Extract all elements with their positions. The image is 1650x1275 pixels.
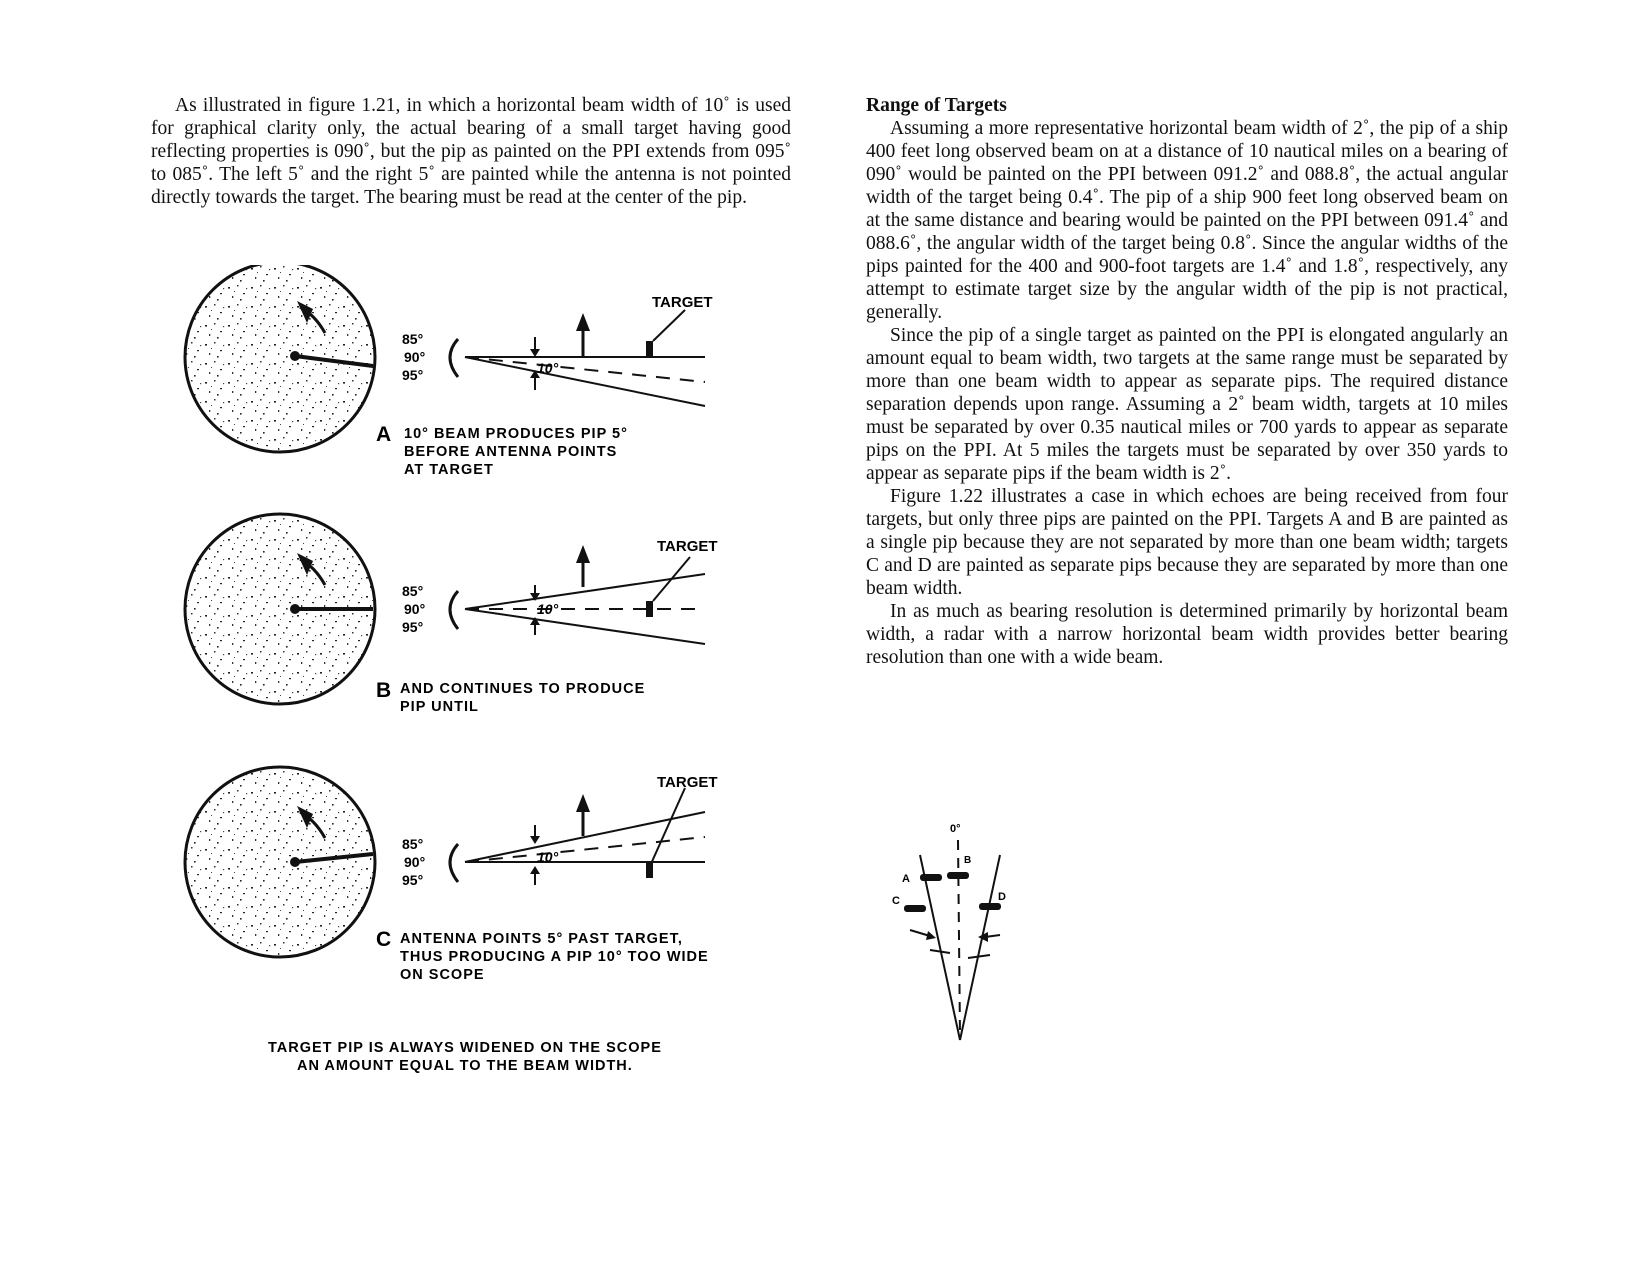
actual-disposition-diagram [892, 823, 1006, 1040]
panel-c [185, 767, 718, 983]
scale-95: 95° [402, 619, 424, 635]
body-paragraph: Assuming a more representative horizontal beam width of 2˚, the pip of a ship 400 feet long observed beam on at a distance of 10 nautical miles on a bearing of 090˚ would be painted on the PPI between 091.2˚ and 088.8˚, the actual angular width of the target being 0.4˚. The pip of a ship 900 feet long observed beam on at the same distance and bearing would be painted on the PPI between 091.4˚ and 088.6˚, the angular width of the target being 0.8˚. Since the angular widths of the pips painted for the 400 and 900-foot targets are 1.4˚ and 1.8˚, respectively, any attempt to estimate target size by the angular width of the pip is not practical, generally. [866, 118, 1508, 323]
scale-85: 85° [402, 836, 424, 852]
target-b-pip [947, 872, 969, 879]
beam-angle-label: 10° [537, 601, 559, 617]
scale-90: 90° [404, 349, 426, 365]
ppi-scope-c [185, 767, 375, 957]
target-pip [646, 862, 653, 878]
left-column [151, 94, 791, 209]
panel-letter: A [376, 423, 392, 446]
antenna-icon [450, 591, 458, 629]
body-paragraph: In as much as bearing resolution is determined primarily by horizontal beam width, a radar with a narrow horizontal beam width provides better bearing resolution than one with a wide beam. [866, 601, 1508, 668]
target-pip [646, 601, 653, 617]
target-d-pip [979, 903, 1001, 910]
panel-caption: ON SCOPE [400, 967, 485, 983]
target-pip [646, 341, 653, 357]
scale-90: 90° [404, 854, 426, 870]
panel-caption: THUS PRODUCING A PIP 10° TOO WIDE [400, 949, 709, 965]
panel-caption: ANTENNA POINTS 5° PAST TARGET, [400, 931, 683, 947]
scale-85: 85° [402, 331, 424, 347]
target-c-pip [904, 905, 926, 912]
scale-95: 95° [402, 872, 424, 888]
target-label: TARGET [657, 774, 718, 791]
figure-1-22 [890, 820, 1490, 1070]
panel-caption: AT TARGET [404, 462, 494, 478]
right-column [866, 94, 1508, 669]
scale-95: 95° [402, 367, 424, 383]
scale-90: 90° [404, 601, 426, 617]
body-paragraph: Figure 1.22 illustrates a case in which echoes are being received from four targets, but only three pips are painted on the PPI. Targets A and B are painted as a single pip because they are not separated by more than one beam width; targets C and D are painted as separate pips because they are separated by more than one beam width. [866, 486, 1508, 599]
figure-1-21 [180, 265, 780, 1095]
panel-caption: 10° BEAM PRODUCES PIP 5° [404, 426, 628, 442]
target-letter: D [998, 891, 1006, 903]
target-letter: C [892, 895, 900, 907]
beam-angle-label: 10° [537, 360, 559, 376]
panel-caption: AND CONTINUES TO PRODUCE [400, 681, 646, 697]
target-a-pip [920, 874, 942, 881]
panel-caption: PIP UNTIL [400, 699, 479, 715]
target-letter: B [964, 855, 972, 866]
target-label: TARGET [657, 538, 718, 555]
antenna-icon [450, 339, 458, 377]
zero-label: 0° [950, 823, 961, 835]
panel-a [185, 265, 713, 478]
antenna-icon [450, 844, 458, 882]
figure-summary: AN AMOUNT EQUAL TO THE BEAM WIDTH. [297, 1058, 633, 1074]
panel-caption: BEFORE ANTENNA POINTS [404, 444, 618, 460]
target-letter: A [902, 873, 910, 885]
panel-b [185, 514, 718, 715]
scale-85: 85° [402, 583, 424, 599]
target-label: TARGET [652, 294, 713, 311]
intro-paragraph: As illustrated in figure 1.21, in which a horizontal beam width of 10˚ is used for graphical clarity only, the actual bearing of a small target having good reflecting properties is 090˚, but the pip as painted on the PPI extends from 095˚ to 085˚. The left 5˚ and the right 5˚ are painted while the antenna is not pointed directly towards the target. The bearing must be read at the center of the pip. [151, 95, 791, 208]
panel-letter: B [376, 679, 392, 702]
body-paragraph: Since the pip of a single target as painted on the PPI is elongated angularly an amount equal to beam width, two targets at the same range must be separated by more than one beam width to appear as separate pips. The required distance separation depends upon range. Assuming a 2˚ beam width, targets at 10 miles must be separated by over 0.35 nautical miles or 700 yards to appear as separate pips on the PPI. At 5 miles the targets must be separated by over 350 yards to appear as separate pips if the beam width is 2˚. [866, 325, 1508, 484]
figure-summary: TARGET PIP IS ALWAYS WIDENED ON THE SCOPE [268, 1040, 662, 1056]
beam-angle-label: 10° [537, 849, 559, 865]
section-heading: Range of Targets [866, 95, 1007, 116]
panel-letter: C [376, 928, 392, 951]
ppi-scope-a [185, 265, 375, 452]
